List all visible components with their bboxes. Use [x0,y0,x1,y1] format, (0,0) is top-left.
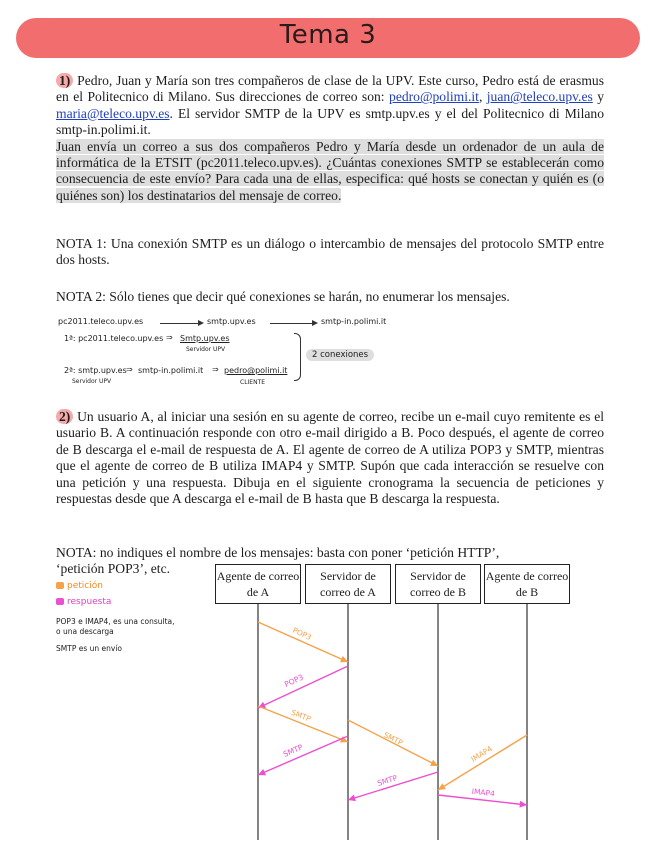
timeline-arrow-1 [258,622,348,662]
hw-connection-1: 1ª: pc2011.teleco.upv.es [64,334,164,343]
hw-connection-2-mid: smtp-in.polimi.it [138,366,204,375]
timeline-arrow-label-1: POP3 [291,625,313,642]
timeline-arrow-label-2: POP3 [283,672,305,689]
timeline-arrow-label-8: IMAP4 [471,786,496,799]
timeline-arrow-7 [438,735,527,790]
hw-connection-2-sub: Servidor UPV [72,378,112,385]
question-1-text: 1) Pedro, Juan y María son tres compañeros de clase de la UPV. Este curso, Pedro está de erasmus en el Politecnico di Milano. Sus direcciones de correo son: pedro@polimi.it, juan@teleco.upv.es y maria@teleco.upv.es. El servidor SMTP de la UPV es smtp.upv.es y el del Politecnico di Milano smtp-in.polimi.it. Juan envía un correo a sus dos compañeros Pedro y María desde un ordenador de un aula de informática de la ETSIT (pc2011.teleco.upv.es). ¿Cuántas conexiones SMTP se establecerán como consecuencia de este envío? Para cada una de ellas, especifica: qué hosts se conectan y quién es (o quiénes son) los destinatarios del mensaje de correo. [56,73,604,203]
question-2-nota-line-2: ‘petición POP3’, etc. [56,561,171,576]
hw-conexiones-badge: 2 conexiones [306,349,374,361]
legend-peticion: petición [56,581,103,591]
hw-connection-2-arrow-1: ⇒ [126,365,133,374]
hw-connection-1-target-sub: Servidor UPV [186,346,226,353]
timeline-arrow-label-7: IMAP4 [469,743,494,764]
timeline-arrow-2 [258,666,348,708]
timeline-arrow-label-4: SMTP [281,742,305,759]
email-maria-link[interactable]: maria@teleco.upv.es [56,105,170,121]
hw-connection-2-target-sub: CLIENTE [240,379,266,386]
legend-note-1: POP3 e IMAP4, es una consulta, [56,617,175,626]
nota-1: NOTA 1: Una conexión SMTP es un diálogo o intercambio de mensajes del protocolo SMTP entre dos hosts. [56,236,604,268]
hw-chain-smtp-polimi: smtp-in.polimi.it [321,317,387,326]
nota-2: NOTA 2: Sólo tienes que decir qué conexiones se harán, no enumerar los mensajes. [56,289,510,304]
timeline-column-agente-a: Agente de correo de A [215,564,301,604]
timeline-column-agente-b: Agente de correo de B [484,564,570,604]
hw-connection-1-target: Smtp.upv.es [180,334,230,343]
question-1-number: 1) [56,73,73,88]
email-juan-link[interactable]: juan@teleco.upv.es [486,89,593,105]
timeline-column-servidor-a: Servidor de correo de A [305,564,391,604]
question-2-nota-line-1: NOTA: no indiques el nombre de los mensajes: basta con poner ‘petición HTTP’, [56,545,500,560]
hw-connection-1-arrow: ⇒ [166,333,173,342]
timeline-arrow-4 [258,736,348,775]
hw-connection-2-target: pedro@polimi.it [224,366,288,375]
legend-respuesta: respuesta [56,597,111,607]
question-2-statement: Un usuario A, al iniciar una sesión en su agente de correo, recibe un e-mail cuyo remitente es el usuario B. A continuación responde con otro e-mail dirigido a B. Poco después, el agente de correo de B descarga el e-mail de respuesta de A. El agente de correo de A utiliza POP3 y SMTP, mientras que el agente de correo de B utiliza IMAP4 y SMTP. Supón que cada interacción se resuelve con una petición y una respuesta. Dibuja en el siguiente cronograma la secuencia de peticiones y respuestas desde que A descarga el e-mail de B hasta que B descarga la respuesta. [56,409,604,507]
email-pedro-link[interactable]: pedro@polimi.it [389,89,479,105]
timeline-column-servidor-b: Servidor de correo de B [395,564,481,604]
page-title: Tema 3 [279,20,377,50]
hw-connection-2-arrow-2: ⇒ [212,365,219,374]
legend-note-3: SMTP es un envío [56,644,122,653]
hw-chain-smtp-upv: smtp.upv.es [207,317,256,326]
timeline-arrow-label-5: SMTP [382,730,405,748]
legend-note-2: o una descarga [56,627,114,636]
timeline-arrow-label-3: SMTP [289,707,313,724]
question-1-statement: Juan envía un correo a sus dos compañeros Pedro y María desde un ordenador de un aula de informática de la ETSIT (pc2011.teleco.upv.es). ¿Cuántas conexiones SMTP se establecerán como consecuencia de este envío? Para cada una de ellas, especifica: qué hosts se conectan y quién es (o quiénes son) los destinatarios del mensaje de correo. [56,138,604,203]
hw-connection-2: 2ª: smtp.upv.es [64,366,127,375]
question-2-number: 2) [56,409,73,424]
hw-chain-pc: pc2011.teleco.upv.es [58,317,144,326]
timeline-arrow-label-6: SMTP [376,773,399,788]
